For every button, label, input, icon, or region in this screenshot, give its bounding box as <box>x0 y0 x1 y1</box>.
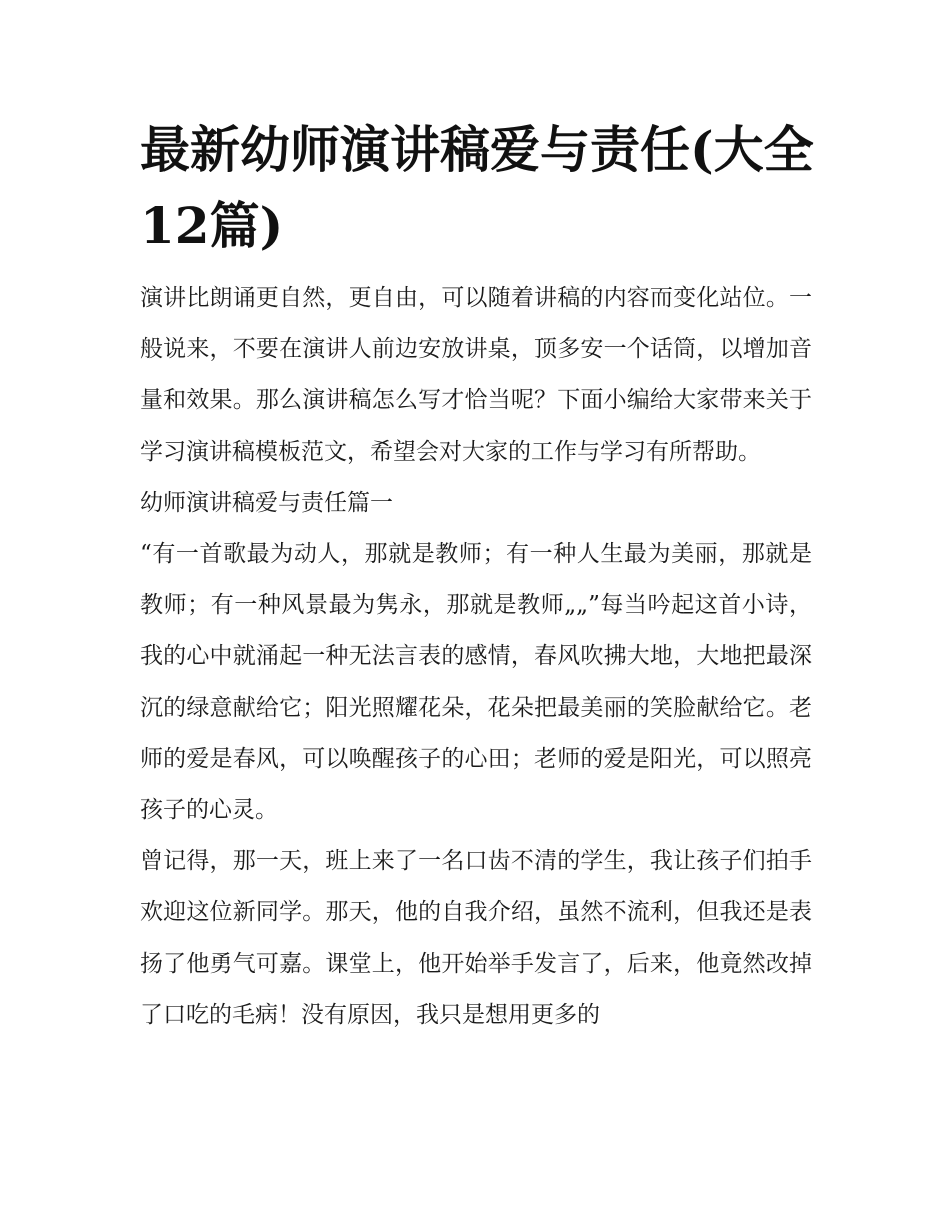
intro-paragraph: 演讲比朗诵更自然，更自由，可以随着讲稿的内容而变化站位。一般说来，不要在演讲人前边安放讲桌，顶多安一个话筒，以增加音量和效果。那么演讲稿怎么写才恰当呢？下面小编给大家带来关于学习演讲稿模板范文，希望会对大家的工作与学习有所帮助。 <box>140 285 812 465</box>
poem-paragraph: “有一首歌最为动人，那就是教师；有一种人生最为美丽，那就是教师；有一种风景最为隽永，那就是教师„„”每当吟起这首小诗，我的心中就涌起一种无法言表的感情，春风吹拂大地，大地把最深沉的绿意献给它；阳光照耀花朵，花朵把最美丽的笑脸献给它。老师的爱是春风，可以唤醒孩子的心田；老师的爱是阳光，可以照亮孩子的心灵。 <box>140 541 812 824</box>
document-title: 最新幼师演讲稿爱与责任(大全12篇) <box>140 120 814 255</box>
story-paragraph: 曾记得，那一天，班上来了一名口齿不清的学生，我让孩子们拍手欢迎这位新同学。那天，他的自我介绍，虽然不流利，但我还是表扬了他勇气可嘉。课堂上，他开始举手发言了，后来，他竟然改掉了口吃的毛病！没有原因，我只是想用更多的 <box>140 848 812 1028</box>
section-heading: 幼师演讲稿爱与责任篇一 <box>140 489 393 516</box>
document-body <box>140 273 812 1041</box>
